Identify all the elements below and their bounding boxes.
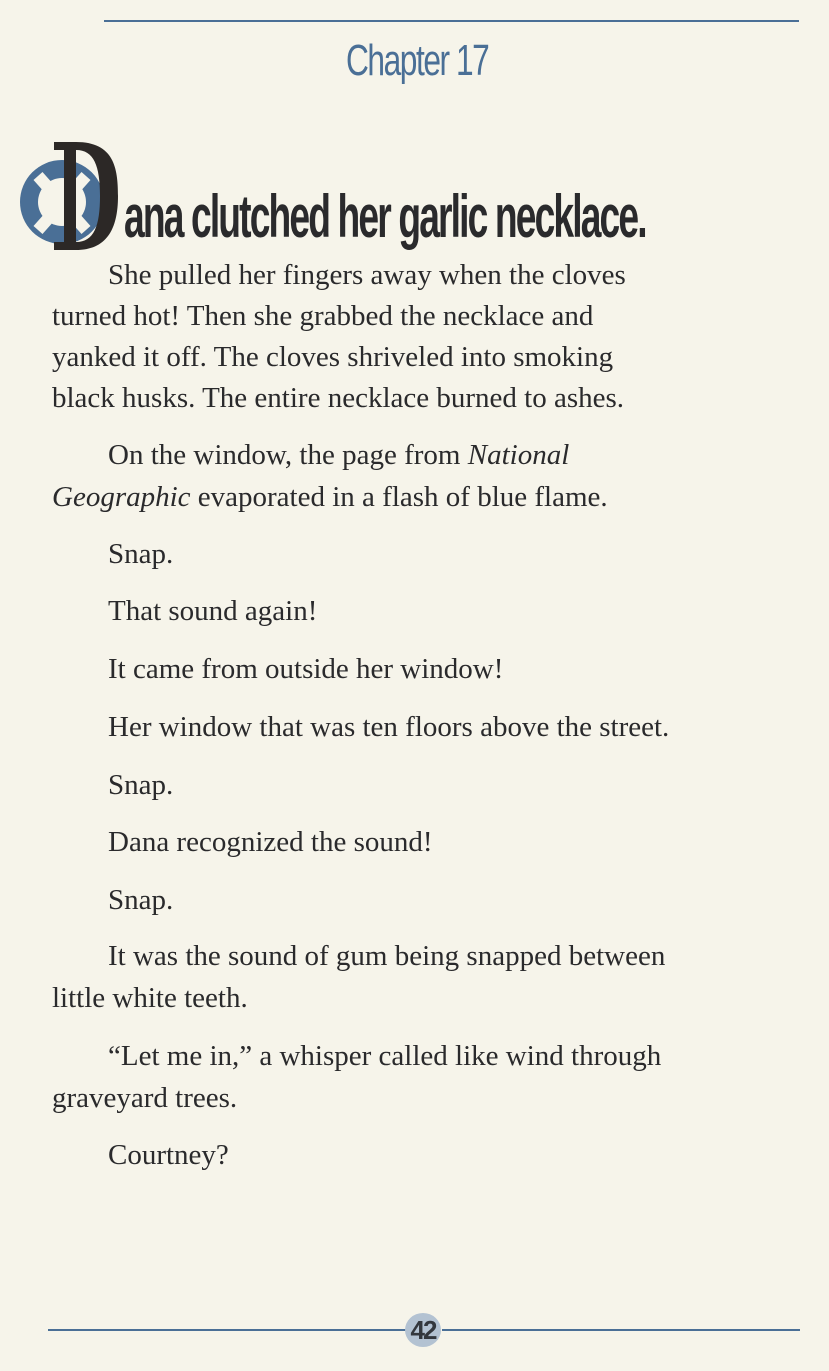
- page-number: 42: [410, 1315, 436, 1345]
- footer-rule-right: [442, 1329, 800, 1331]
- body-line: Snap.: [108, 538, 174, 570]
- body-line: Dana recognized the sound!: [108, 826, 433, 858]
- body-line: [52, 476, 792, 518]
- body-line: That sound again!: [108, 595, 318, 627]
- body-line: Snap.: [108, 884, 174, 916]
- body-line: black husks. The entire necklace burned to ashes.: [52, 382, 625, 414]
- footer-rule-left: [48, 1329, 406, 1331]
- chapter-title: Chapter 17: [345, 36, 489, 85]
- body-line: Her window that was ten floors above the street.: [108, 711, 670, 743]
- body-line: graveyard trees.: [52, 1082, 238, 1114]
- body-line: little white teeth.: [52, 982, 248, 1014]
- body-line: turned hot! Then she grabbed the necklace and: [52, 300, 594, 332]
- chapter-headline: ana clutched her garlic necklace.: [124, 183, 646, 250]
- body-line: It was the sound of gum being snapped between: [108, 940, 666, 972]
- italic-text: National: [467, 439, 570, 471]
- body-line: Courtney?: [108, 1139, 229, 1171]
- dropcap-d-icon: [18, 138, 122, 254]
- body-text: evaporated in a flash of blue flame.: [190, 481, 608, 513]
- body-line: Snap.: [108, 769, 174, 801]
- body-line: It came from outside her window!: [108, 653, 504, 685]
- top-rule: [104, 20, 799, 22]
- body-line: She pulled her fingers away when the cloves: [108, 259, 626, 291]
- body-line: “Let me in,” a whisper called like wind through: [108, 1040, 662, 1072]
- italic-text: Geographic: [52, 481, 191, 513]
- body-line: yanked it off. The cloves shriveled into smoking: [52, 341, 614, 373]
- body-text: On the window, the page from: [108, 439, 468, 471]
- body-line: [52, 434, 829, 476]
